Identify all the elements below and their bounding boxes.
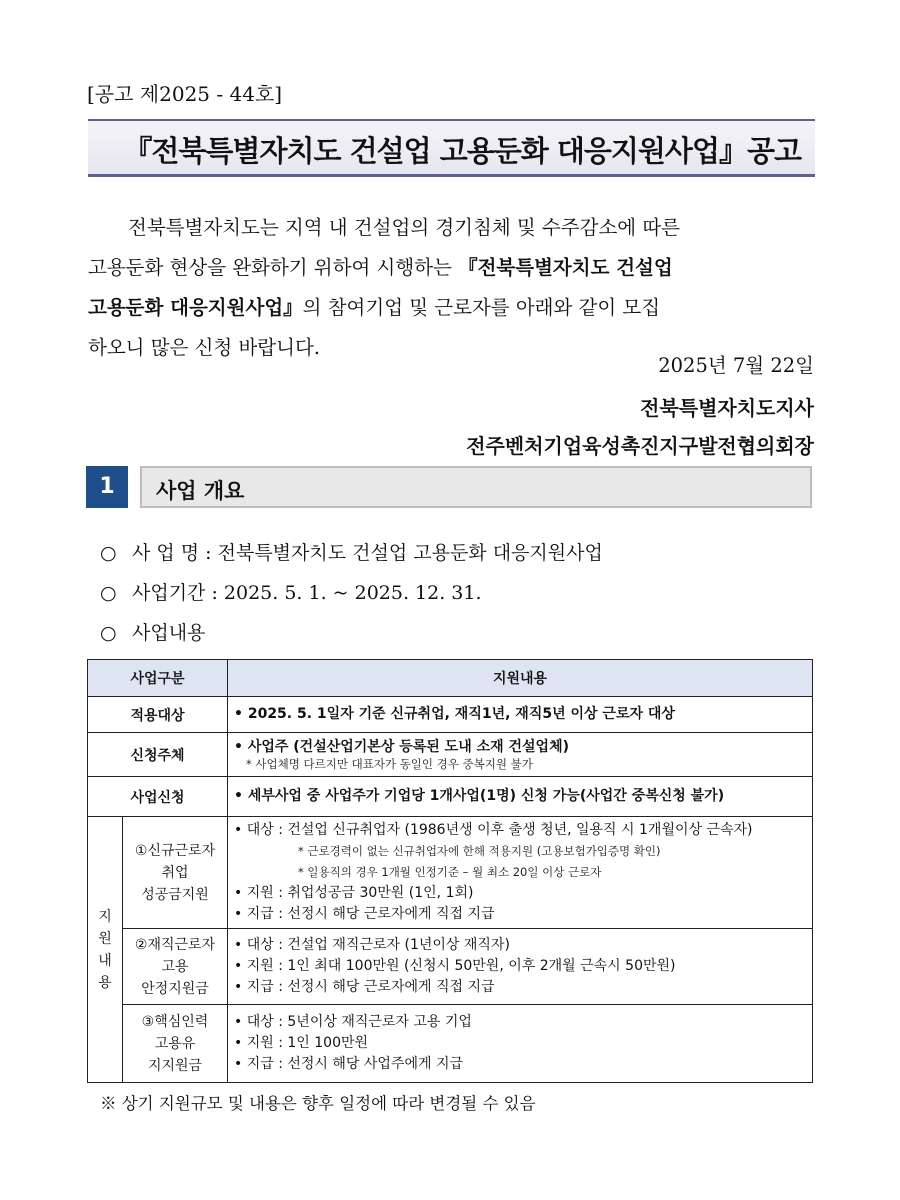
table-row: [88, 733, 813, 777]
support-label-core-staff: [123, 1005, 228, 1083]
bullet-text: 사업내용: [132, 622, 206, 644]
row-content: [228, 697, 813, 733]
row-line: • 세부사업 중 사업주가 기업당 1개사업(1명) 신청 가능(사업간 중복신청 불가): [234, 788, 725, 804]
label-line: ③핵심인력: [141, 1013, 209, 1030]
row-label: 적용대상: [88, 697, 228, 733]
circle-bullet-icon: ○: [100, 542, 117, 564]
table-row: [88, 697, 813, 733]
row-line: • 지원 : 취업성공금 30만원 (1인, 1회): [234, 885, 474, 901]
row-line: • 대상 : 건설업 재직근로자 (1년이상 재직자): [234, 937, 510, 953]
row-line: • 대상 : 5년이상 재직근로자 고용 기업: [234, 1014, 472, 1030]
bullet-project-content: [100, 618, 205, 645]
label-line: 지지원금: [147, 1057, 203, 1074]
row-content: [228, 777, 813, 817]
circle-bullet-icon: ○: [100, 582, 117, 604]
bullet-project-period: [100, 578, 482, 605]
row-note: * 일용직의 경우 1개월 인정기준 – 월 최소 20일 이상 근로자: [298, 865, 602, 879]
label-line: 고용유: [154, 1035, 196, 1052]
table-header-row: [88, 660, 813, 697]
row-line: • 사업주 (건설산업기본상 등록된 도내 소재 건설업체): [234, 738, 570, 755]
row-line: • 지급 : 선정시 해당 근로자에게 직접 지급: [234, 906, 495, 922]
table-row: [88, 777, 813, 817]
page-title: 『전북특별자치도 건설업 고용둔화 대응지원사업』공고: [123, 134, 801, 168]
notice-date: 2025년 7월 22일: [658, 354, 814, 377]
intro-line-3a: 고용둔화 대응지원사업』: [88, 296, 303, 319]
intro-paragraph: [88, 208, 813, 368]
label-line: ①신규근로자: [134, 842, 216, 859]
label-line: 취업: [161, 864, 189, 881]
section-header: [140, 466, 812, 508]
row-line: • 2025. 5. 1일자 기준 신규취업, 재직1년, 재직5년 이상 근로자 대상: [234, 706, 675, 722]
row-line: • 지원 : 1인 최대 100만원 (신청시 50만원, 이후 2개월 근속시 50만원): [234, 958, 676, 974]
intro-line-1: 전북특별자치도는 지역 내 건설업의 경기침체 및 수주감소에 따른: [128, 216, 680, 239]
bullet-project-name: [100, 538, 603, 565]
row-label: 사업신청: [88, 777, 228, 817]
bullet-text: 사업기간 : 2025. 5. 1. ~ 2025. 12. 31.: [132, 582, 482, 604]
side-char: 용: [98, 974, 112, 991]
row-line: • 지원 : 1인 100만원: [234, 1035, 369, 1051]
label-line: 안정지원금: [141, 980, 209, 997]
footnote: ※ 상기 지원규모 및 내용은 향후 일정에 따라 변경될 수 있음: [100, 1094, 536, 1113]
row-line: • 지급 : 선정시 해당 근로자에게 직접 지급: [234, 979, 495, 995]
side-char: 지: [98, 908, 112, 925]
title-banner: [88, 119, 815, 177]
row-note: * 사업체명 다르지만 대표자가 동일인 경우 중복지원 불가: [246, 756, 533, 771]
side-char: 내: [98, 952, 112, 969]
row-line: • 대상 : 건설업 신규취업자 (1986년생 이후 출생 청년, 일용직 시 1개월이상 근속자): [234, 822, 753, 838]
support-side-label: [88, 817, 123, 1083]
table-row: [88, 929, 813, 1005]
row-label: 신청주체: [88, 733, 228, 777]
intro-line-2a: 고용둔화 현상을 완화하기 위하여 시행하는: [88, 256, 459, 279]
support-content-employed-worker: [228, 929, 813, 1005]
row-line: • 지급 : 선정시 해당 사업주에게 지급: [234, 1056, 464, 1072]
support-content-core-staff: [228, 1005, 813, 1083]
support-content-new-worker: [228, 817, 813, 929]
issuer-governor: 전북특별자치도지사: [640, 396, 814, 420]
label-line: 성공금지원: [141, 886, 209, 903]
header-category: 사업구분: [88, 660, 228, 697]
side-char: 원: [98, 930, 112, 947]
row-content: [228, 733, 813, 777]
section-title: 사업 개요: [156, 479, 245, 503]
bullet-text: 사 업 명 : 전북특별자치도 건설업 고용둔화 대응지원사업: [132, 542, 603, 564]
support-label-new-worker: [123, 817, 228, 929]
program-table: [87, 659, 813, 1083]
label-line: ②재직근로자: [134, 936, 216, 953]
section-number: 1: [86, 466, 128, 508]
table-row: [88, 817, 813, 929]
notice-number: [공고 제2025 - 44호]: [87, 82, 283, 106]
support-label-employed-worker: [123, 929, 228, 1005]
row-note: * 근로경력이 없는 신규취업자에 한해 적용지원 (고용보험가입증명 확인): [298, 844, 661, 858]
intro-line-3b: 의 참여기업 및 근로자를 아래와 같이 모집: [302, 296, 661, 319]
intro-line-4: 하오니 많은 신청 바랍니다.: [88, 336, 321, 359]
intro-line-2b: 『전북특별자치도 건설업: [458, 256, 673, 279]
header-content: 지원내용: [228, 660, 813, 697]
table-row: [88, 1005, 813, 1083]
issuer-council: 전주벤처기업육성촉진지구발전협의회장: [466, 434, 814, 458]
label-line: 고용: [161, 958, 189, 975]
circle-bullet-icon: ○: [100, 622, 117, 644]
